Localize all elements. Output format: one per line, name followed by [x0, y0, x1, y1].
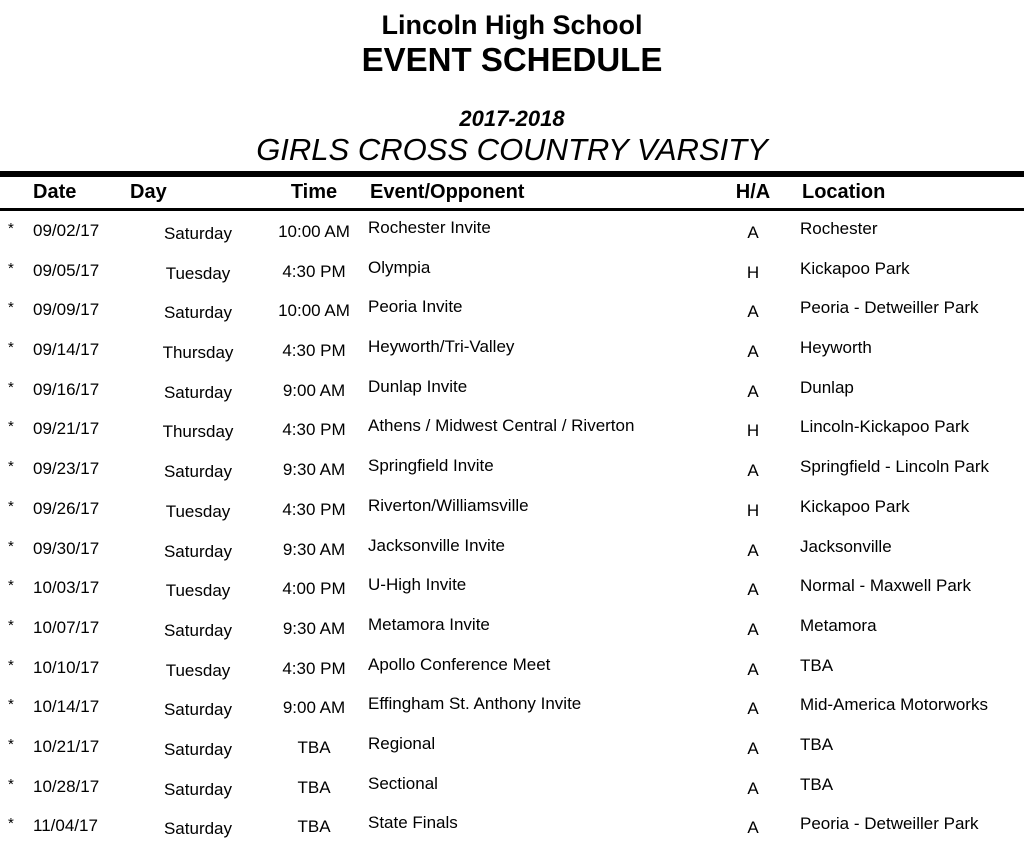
row-location: Jacksonville [800, 536, 892, 556]
table-row [0, 251, 1024, 291]
row-home-away: H [746, 262, 760, 282]
row-home-away: A [747, 580, 759, 600]
row-location: Kickapoo Park [800, 258, 910, 278]
row-location: TBA [800, 774, 834, 794]
page-title: EVENT SCHEDULE [361, 41, 663, 78]
team-title: GIRLS CROSS COUNTRY VARSITY [256, 132, 768, 167]
row-event: Peoria Invite [368, 297, 463, 317]
row-asterisk: * [8, 537, 14, 555]
row-day: Tuesday [165, 660, 231, 680]
row-time: 9:00 AM [282, 698, 346, 718]
row-time: 9:00 AM [282, 380, 346, 400]
row-time: TBA [297, 817, 331, 837]
row-home-away: A [747, 381, 759, 401]
row-day: Tuesday [165, 501, 231, 521]
table-row [0, 608, 1024, 648]
row-asterisk: * [8, 616, 14, 634]
row-event: Athens / Midwest Central / Riverton [368, 416, 635, 436]
row-day: Saturday [163, 819, 233, 839]
column-header-time: Time [290, 181, 338, 203]
table-row [0, 370, 1024, 410]
row-home-away: A [747, 699, 759, 719]
row-date: 09/26/17 [33, 498, 100, 518]
row-asterisk: * [8, 220, 14, 237]
row-home-away: A [747, 659, 759, 679]
row-event: Effingham St. Anthony Invite [368, 694, 582, 714]
row-day: Saturday [163, 700, 233, 720]
row-time: TBA [297, 737, 331, 757]
row-date: 09/05/17 [33, 260, 100, 280]
row-asterisk: * [8, 775, 14, 793]
table-row [0, 409, 1024, 449]
row-home-away: A [747, 461, 759, 481]
row-date: 09/16/17 [33, 379, 100, 399]
row-day: Thursday [162, 343, 234, 363]
row-home-away: A [747, 778, 759, 798]
row-day: Saturday [163, 620, 233, 640]
row-date: 09/21/17 [33, 419, 100, 439]
table-row [0, 489, 1024, 529]
row-day: Thursday [162, 422, 234, 442]
row-date: 10/07/17 [33, 617, 100, 637]
table-row [0, 290, 1024, 330]
row-day: Tuesday [165, 263, 231, 283]
schedule-rows [0, 211, 1024, 846]
table-row [0, 330, 1024, 370]
row-location: Dunlap [800, 377, 854, 397]
row-day: Saturday [163, 739, 233, 759]
row-location: Mid-America Motorworks [800, 695, 988, 715]
row-date: 10/10/17 [33, 657, 100, 677]
row-time: 4:30 PM [282, 499, 346, 519]
row-day: Saturday [163, 779, 233, 799]
column-header-event: Event/Opponent [370, 181, 525, 203]
table-row [0, 449, 1024, 489]
row-date: 09/14/17 [33, 340, 100, 360]
row-event: Jacksonville Invite [368, 535, 506, 555]
table-row [0, 211, 1024, 251]
row-location: Kickapoo Park [800, 496, 910, 516]
row-asterisk: * [8, 458, 14, 476]
row-date: 10/21/17 [33, 736, 100, 756]
row-time: 4:00 PM [282, 579, 346, 599]
row-location: TBA [800, 734, 834, 754]
row-location: Normal - Maxwell Park [800, 576, 971, 596]
row-home-away: A [747, 540, 759, 560]
table-row [0, 568, 1024, 608]
row-location: Heyworth [800, 338, 872, 358]
row-time: 4:30 PM [282, 658, 346, 678]
row-location: Peoria - Detweiller Park [800, 814, 979, 834]
row-date: 09/23/17 [33, 459, 100, 479]
row-home-away: A [747, 223, 759, 242]
row-time: 9:30 AM [282, 618, 346, 638]
row-time: 9:30 AM [282, 460, 346, 480]
row-home-away: A [747, 738, 759, 758]
row-time: 4:30 PM [282, 341, 346, 361]
row-asterisk: * [8, 299, 14, 317]
row-asterisk: * [8, 378, 14, 396]
row-event: Sectional [368, 773, 438, 793]
row-day: Saturday [163, 303, 233, 323]
row-event: Springfield Invite [368, 456, 494, 476]
column-header-day: Day [130, 181, 167, 203]
row-date: 10/03/17 [33, 578, 100, 598]
table-row [0, 806, 1024, 846]
row-event: Rochester Invite [368, 218, 491, 237]
row-date: 11/04/17 [33, 816, 98, 836]
table-header-row [0, 177, 1024, 208]
row-location: TBA [800, 655, 834, 675]
row-location: Peoria - Detweiller Park [800, 298, 979, 318]
row-event: U-High Invite [368, 575, 467, 595]
row-asterisk: * [8, 418, 14, 436]
row-day: Saturday [163, 382, 233, 402]
row-time: 10:00 AM [278, 222, 350, 241]
row-date: 09/09/17 [33, 300, 100, 320]
row-asterisk: * [8, 259, 14, 277]
row-event: Dunlap Invite [368, 376, 468, 396]
row-home-away: A [747, 619, 759, 639]
row-date: 09/30/17 [33, 538, 100, 558]
row-event: Riverton/Williamsville [368, 495, 529, 515]
row-home-away: A [747, 818, 759, 838]
row-event: Regional [368, 733, 436, 753]
row-event: State Finals [368, 813, 458, 833]
table-row [0, 727, 1024, 767]
column-header-date: Date [33, 181, 77, 203]
row-location: Springfield - Lincoln Park [800, 457, 989, 477]
row-day: Tuesday [165, 581, 231, 601]
row-event: Apollo Conference Meet [368, 654, 551, 674]
row-day: Saturday [163, 224, 233, 243]
table-row [0, 767, 1024, 807]
row-time: TBA [297, 777, 331, 797]
row-home-away: A [747, 302, 759, 322]
row-day: Saturday [163, 541, 233, 561]
row-event: Olympia [368, 257, 431, 277]
row-home-away: H [746, 421, 760, 441]
row-asterisk: * [8, 815, 14, 833]
row-asterisk: * [8, 656, 14, 674]
row-time: 4:30 PM [282, 261, 346, 281]
table-row [0, 529, 1024, 569]
column-header-ha: H/A [735, 181, 771, 203]
row-asterisk: * [8, 696, 14, 714]
row-event: Metamora Invite [368, 614, 490, 634]
row-asterisk: * [8, 735, 14, 753]
row-location: Rochester [800, 219, 878, 238]
row-time: 9:30 AM [282, 539, 346, 559]
table-row [0, 687, 1024, 727]
row-location: Metamora [800, 615, 877, 635]
school-name: Lincoln High School [381, 10, 643, 40]
season-label: 2017-2018 [459, 106, 565, 131]
row-location: Lincoln-Kickapoo Park [800, 417, 970, 437]
row-day: Saturday [163, 462, 233, 482]
row-home-away: H [746, 500, 760, 520]
row-time: 4:30 PM [282, 420, 346, 440]
column-header-location: Location [802, 181, 886, 203]
row-time: 10:00 AM [278, 301, 350, 321]
document-header [0, 9, 1024, 168]
row-asterisk: * [8, 497, 14, 515]
row-date: 09/02/17 [33, 221, 100, 240]
row-date: 10/14/17 [33, 697, 100, 717]
row-asterisk: * [8, 577, 14, 595]
table-row [0, 648, 1024, 688]
row-asterisk: * [8, 339, 14, 357]
row-event: Heyworth/Tri-Valley [368, 337, 515, 357]
row-date: 10/28/17 [33, 776, 100, 796]
row-home-away: A [747, 342, 759, 362]
